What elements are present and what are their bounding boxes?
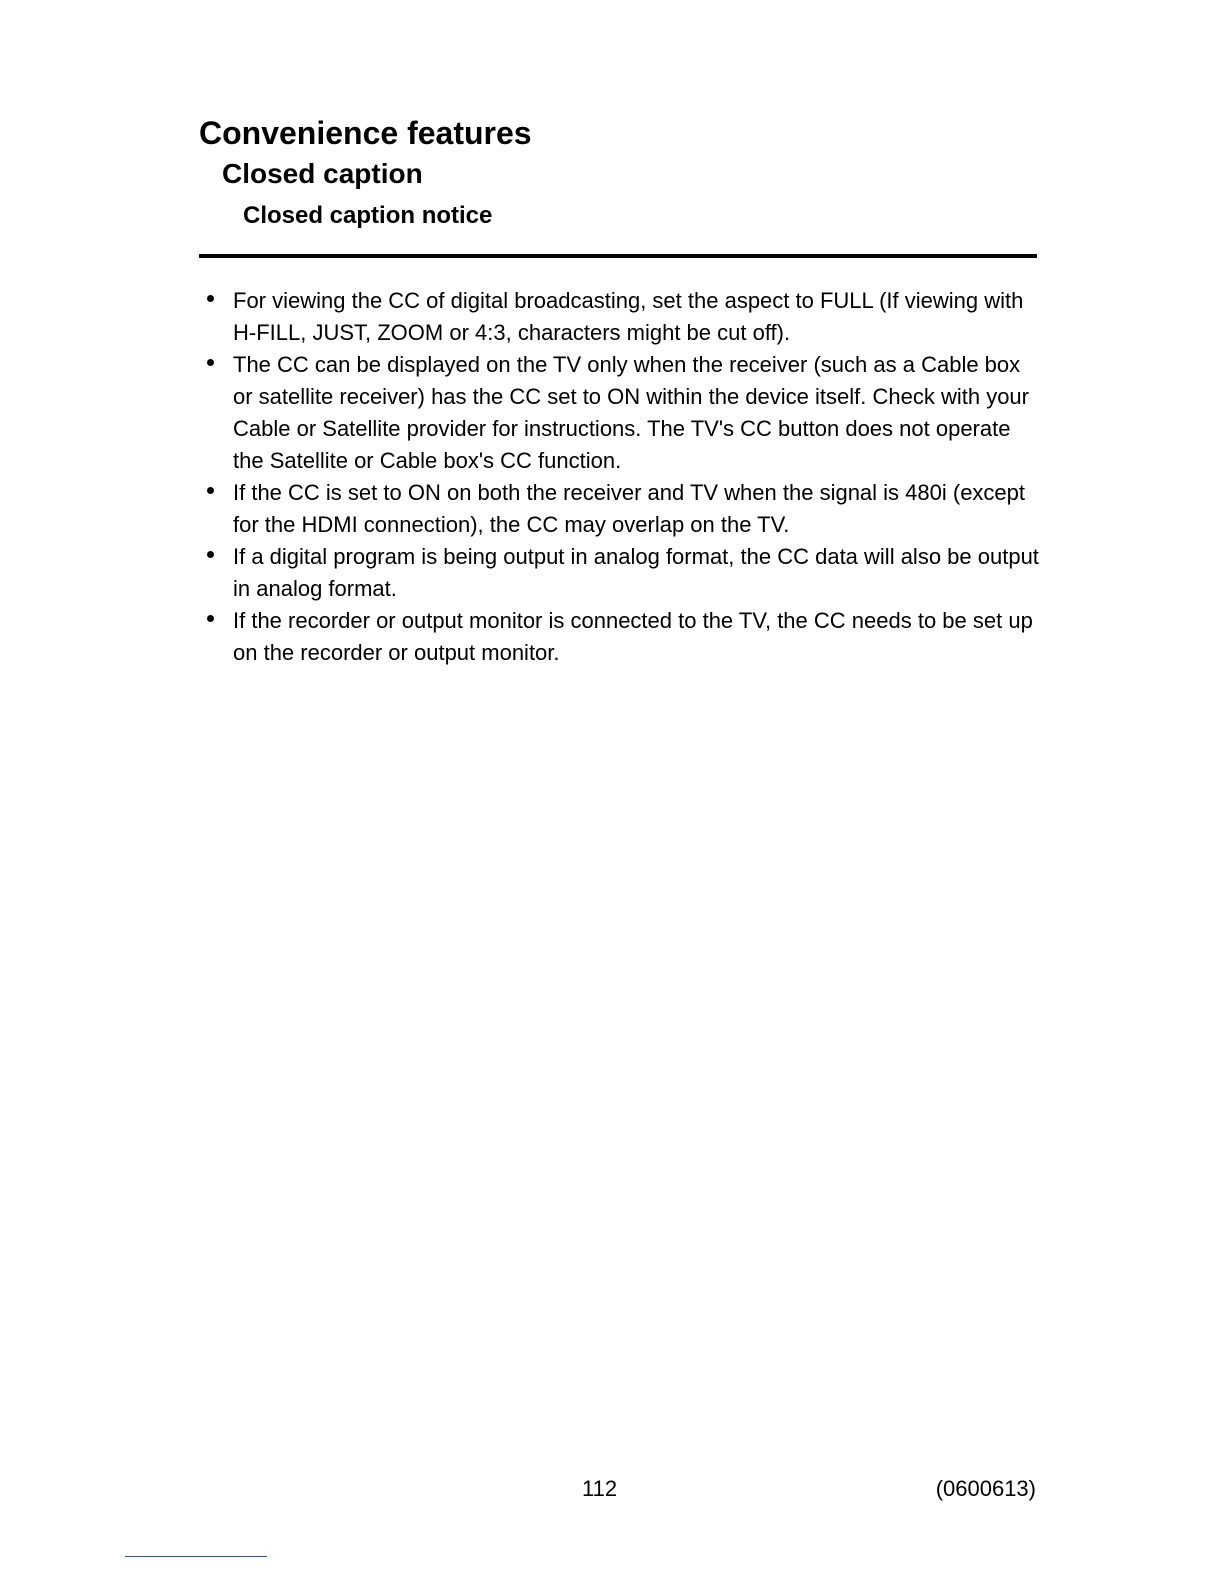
heading-divider <box>199 254 1037 258</box>
bullet-icon <box>207 551 214 558</box>
bullet-icon <box>207 295 214 302</box>
link-underline[interactable] <box>125 1556 267 1557</box>
notice-text: The CC can be displayed on the TV only when the receiver (such as a Cable box or satellite receiver) has the CC set to ON within the device itself. Check with your Cable or Satellite provider for instructions. The TV's CC button does not operate the Satellite or Cable box's CC function. <box>233 352 1029 473</box>
list-item <box>199 285 1039 349</box>
document-code: (0600613) <box>935 1476 1036 1501</box>
bullet-icon <box>207 487 214 494</box>
subsection-heading: Closed caption <box>222 158 423 189</box>
notice-list <box>199 285 1039 669</box>
notice-text: For viewing the CC of digital broadcasting, set the aspect to FULL (If viewing with H-FILL, JUST, ZOOM or 4:3, characters might be cut off). <box>233 288 1024 345</box>
list-item <box>199 349 1039 477</box>
list-item <box>199 477 1039 541</box>
bullet-icon <box>207 359 214 366</box>
list-item <box>199 541 1039 605</box>
section-heading: Convenience features <box>199 115 532 151</box>
notice-text: If the recorder or output monitor is connected to the TV, the CC needs to be set up on the recorder or output monitor. <box>233 608 1033 665</box>
bullet-icon <box>207 615 214 622</box>
list-item <box>199 605 1039 669</box>
notice-text: If the CC is set to ON on both the receiver and TV when the signal is 480i (except for the HDMI connection), the CC may overlap on the TV. <box>233 480 1026 537</box>
page-number: 112 <box>582 1476 618 1501</box>
notice-text: If a digital program is being output in analog format, the CC data will also be output in analog format. <box>233 544 1039 601</box>
topic-heading: Closed caption notice <box>243 202 493 229</box>
